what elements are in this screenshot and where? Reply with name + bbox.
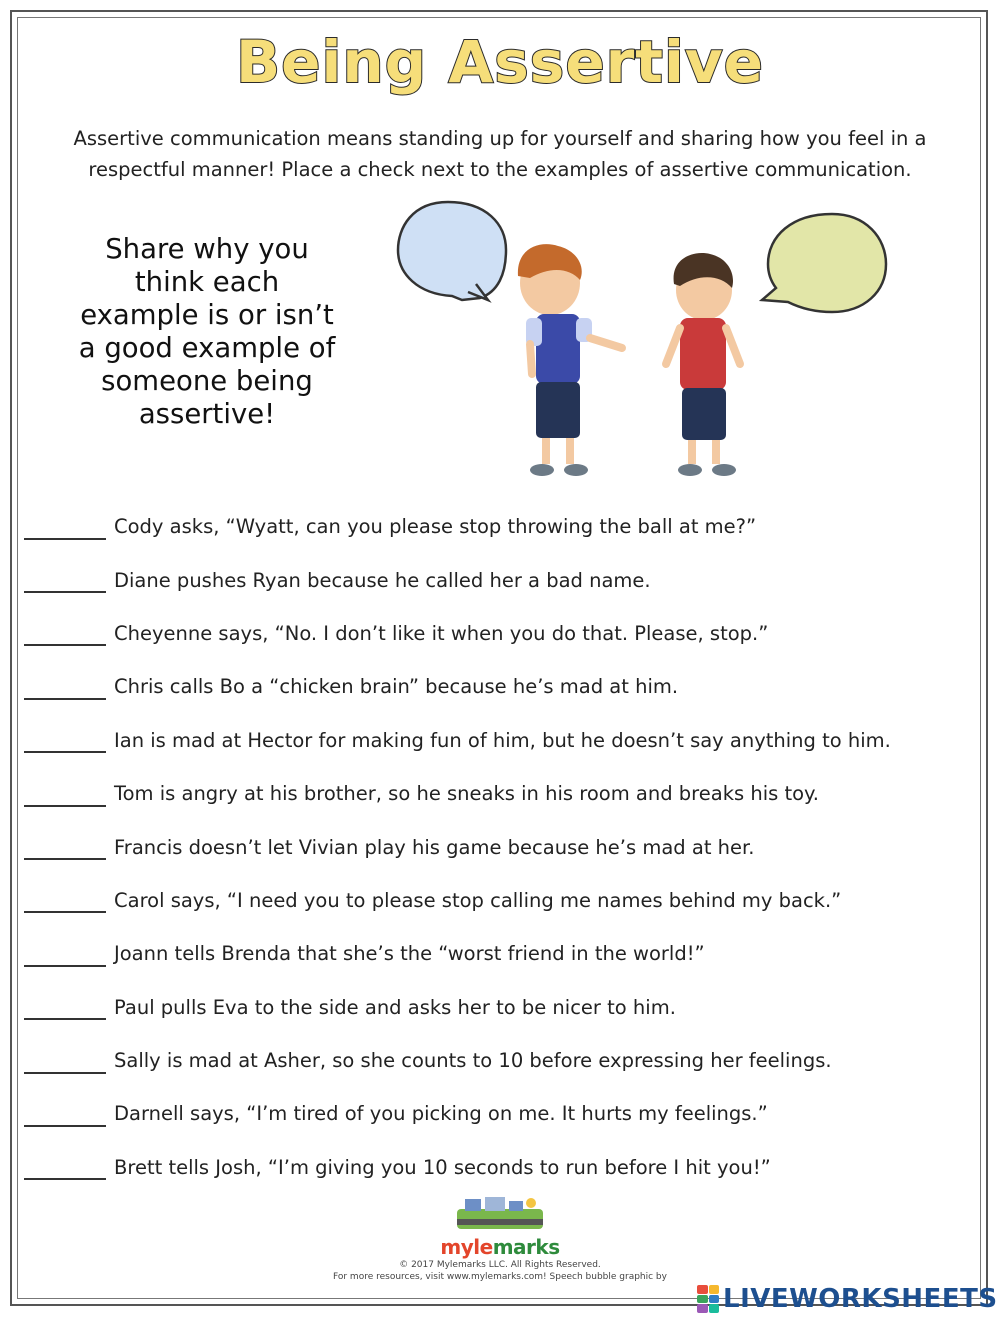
boy-left-icon — [518, 244, 622, 476]
item-text: Paul pulls Eva to the side and asks her to be nicer to him. — [114, 995, 676, 1019]
speech-bubble-right-icon — [762, 214, 886, 312]
mylemarks-logo-icon — [455, 1195, 545, 1229]
intro-line-1: Assertive communication means standing up for yourself and sharing how you feel in a — [73, 127, 927, 150]
list-item — [24, 981, 964, 1034]
item-text: Carol says, “I need you to please stop calling me names behind my back.” — [114, 888, 842, 912]
check-blank[interactable] — [24, 522, 106, 540]
check-blank[interactable] — [24, 1109, 106, 1127]
check-blank[interactable] — [24, 1002, 106, 1020]
resources-text: For more resources, visit www.mylemarks.com! Speech bubble graphic by — [333, 1272, 667, 1282]
check-blank[interactable] — [24, 628, 106, 646]
boy-right-icon — [666, 253, 740, 476]
examples-list — [24, 500, 964, 1194]
item-text: Cheyenne says, “No. I don’t like it when you do that. Please, stop.” — [114, 621, 769, 645]
item-text: Chris calls Bo a “chicken brain” because he’s mad at him. — [114, 675, 679, 699]
check-blank[interactable] — [24, 895, 106, 913]
worksheet-title: Being Assertive — [235, 28, 765, 96]
check-blank[interactable] — [24, 789, 106, 807]
list-item — [24, 874, 964, 927]
share-line-4: a good example of — [78, 332, 336, 364]
item-text: Darnell says, “I’m tired of you picking on me. It hurts my feelings.” — [114, 1102, 768, 1126]
item-text: Tom is angry at his brother, so he sneaks in his room and breaks his toy. — [114, 782, 820, 806]
list-item — [24, 927, 964, 980]
liveworksheets-watermark — [697, 1284, 998, 1314]
check-blank[interactable] — [24, 575, 106, 593]
check-blank[interactable] — [24, 735, 106, 753]
share-line-2: think each — [134, 266, 280, 298]
liveworksheets-logo-icon — [697, 1285, 719, 1313]
liveworksheets-text: LIVEWORKSHEETS — [723, 1284, 998, 1314]
item-text: Francis doesn’t let Vivian play his game because he’s mad at her. — [114, 835, 755, 859]
item-text: Diane pushes Ryan because he called her a bad name. — [114, 568, 651, 592]
speech-bubble-left-icon — [398, 202, 506, 300]
list-item — [24, 500, 964, 553]
check-blank[interactable] — [24, 949, 106, 967]
check-blank[interactable] — [24, 1056, 106, 1074]
list-item — [24, 1141, 964, 1194]
check-blank[interactable] — [24, 682, 106, 700]
check-blank[interactable] — [24, 842, 106, 860]
share-line-5: someone being — [101, 365, 313, 397]
list-item — [24, 714, 964, 767]
list-item — [24, 767, 964, 820]
item-text: Brett tells Josh, “I’m giving you 10 seconds to run before I hit you!” — [114, 1155, 771, 1179]
intro-text — [40, 123, 960, 185]
item-text: Ian is mad at Hector for making fun of him, but he doesn’t say anything to him. — [114, 728, 891, 752]
item-text: Joann tells Brenda that she’s the “worst friend in the world!” — [114, 942, 705, 966]
list-item — [24, 553, 964, 606]
list-item — [24, 607, 964, 660]
list-item — [24, 660, 964, 713]
item-text: Cody asks, “Wyatt, can you please stop throwing the ball at me?” — [114, 515, 757, 539]
list-item — [24, 820, 964, 873]
intro-line-2: respectful manner! Place a check next to the examples of assertive communication. — [88, 158, 912, 181]
mylemarks-logo-text: mylemarks — [440, 1235, 560, 1259]
share-line-1: Share why you — [105, 233, 309, 265]
two-boys-illustration — [390, 188, 900, 493]
footer — [0, 1195, 1000, 1283]
copyright-text: © 2017 Mylemarks LLC. All Rights Reserved. — [399, 1260, 601, 1270]
check-blank[interactable] — [24, 1162, 106, 1180]
share-line-3: example is or isn’t — [80, 299, 334, 331]
list-item — [24, 1087, 964, 1140]
share-prompt — [52, 233, 362, 431]
list-item — [24, 1034, 964, 1087]
share-line-6: assertive! — [138, 398, 276, 430]
item-text: Sally is mad at Asher, so she counts to 10 before expressing her feelings. — [114, 1049, 832, 1073]
